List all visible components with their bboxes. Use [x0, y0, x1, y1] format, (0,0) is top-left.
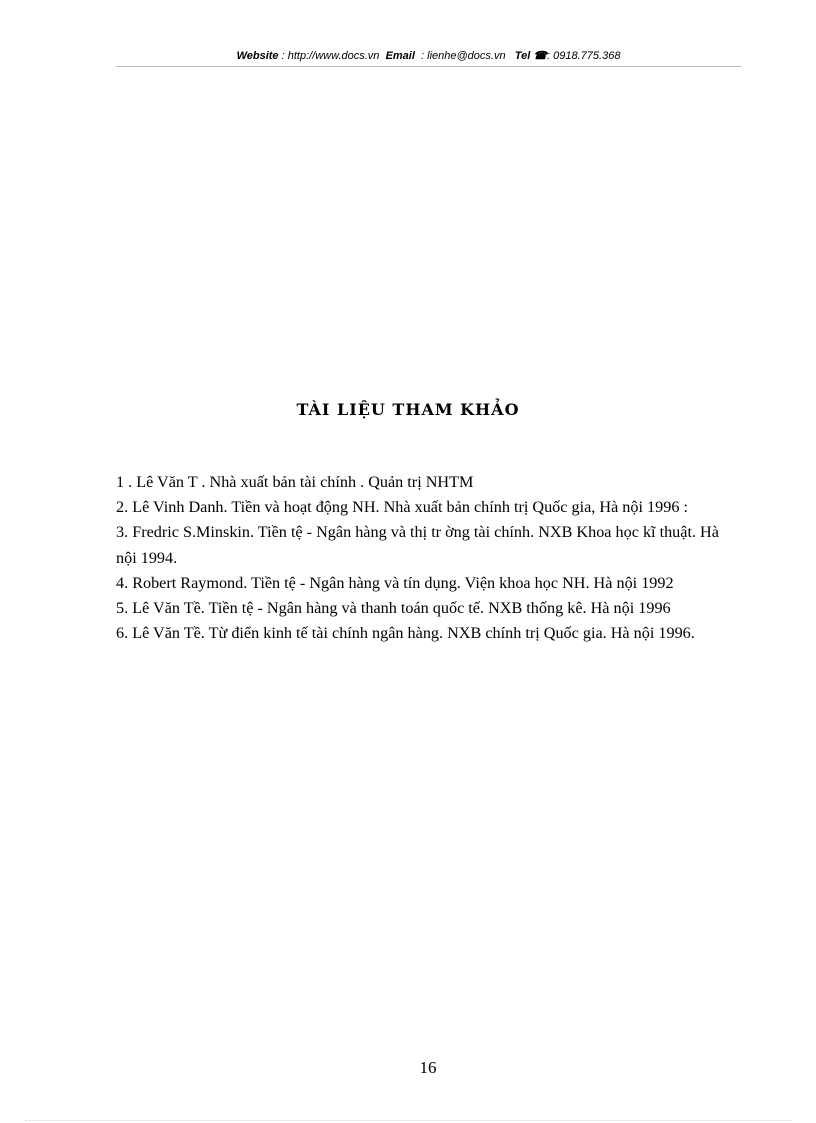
email-value: : lienhe@docs.vn — [421, 50, 506, 62]
footer-divider — [25, 1120, 791, 1121]
reference-item: 5. Lê Văn Tề. Tiền tệ - Ngân hàng và thanh toán quốc tế. NXB thống kê. Hà nội 1996 — [116, 599, 671, 618]
reference-item: 4. Robert Raymond. Tiền tệ - Ngân hàng và tín dụng. Viện khoa học NH. Hà nội 1992 — [116, 573, 674, 592]
page-title: TÀI LIỆU THAM KHẢO — [296, 400, 520, 419]
website-label: Website — [236, 50, 279, 62]
reference-list — [116, 470, 736, 646]
tel-value: : 0918.775.368 — [547, 50, 621, 62]
email-label: Email — [385, 50, 415, 62]
reference-item: 1 . Lê Văn T . Nhà xuất bản tài chính . Quản trị NHTM — [116, 473, 474, 491]
tel-label: Tel — [514, 50, 531, 62]
website-value: : http://www.docs.vn — [281, 50, 380, 62]
reference-item: 2. Lê Vinh Danh. Tiền và hoạt động NH. Nhà xuất bản chính trị Quốc gia, Hà nội 1996 : — [116, 498, 688, 517]
page-header — [116, 49, 741, 62]
reference-item: 6. Lê Văn Tề. Từ điển kinh tế tài chính ngân hàng. NXB chính trị Quốc gia. Hà nội 1996. — [116, 624, 695, 643]
phone-icon: ☎ — [533, 50, 548, 62]
header-divider — [116, 66, 741, 67]
reference-item: 3. Fredric S.Minskin. Tiền tệ - Ngân hàng và thị tr ờng tài chính. NXB Khoa học kĩ thuật. Hà nội 1994. — [116, 523, 719, 567]
page-number: 16 — [419, 1058, 437, 1077]
